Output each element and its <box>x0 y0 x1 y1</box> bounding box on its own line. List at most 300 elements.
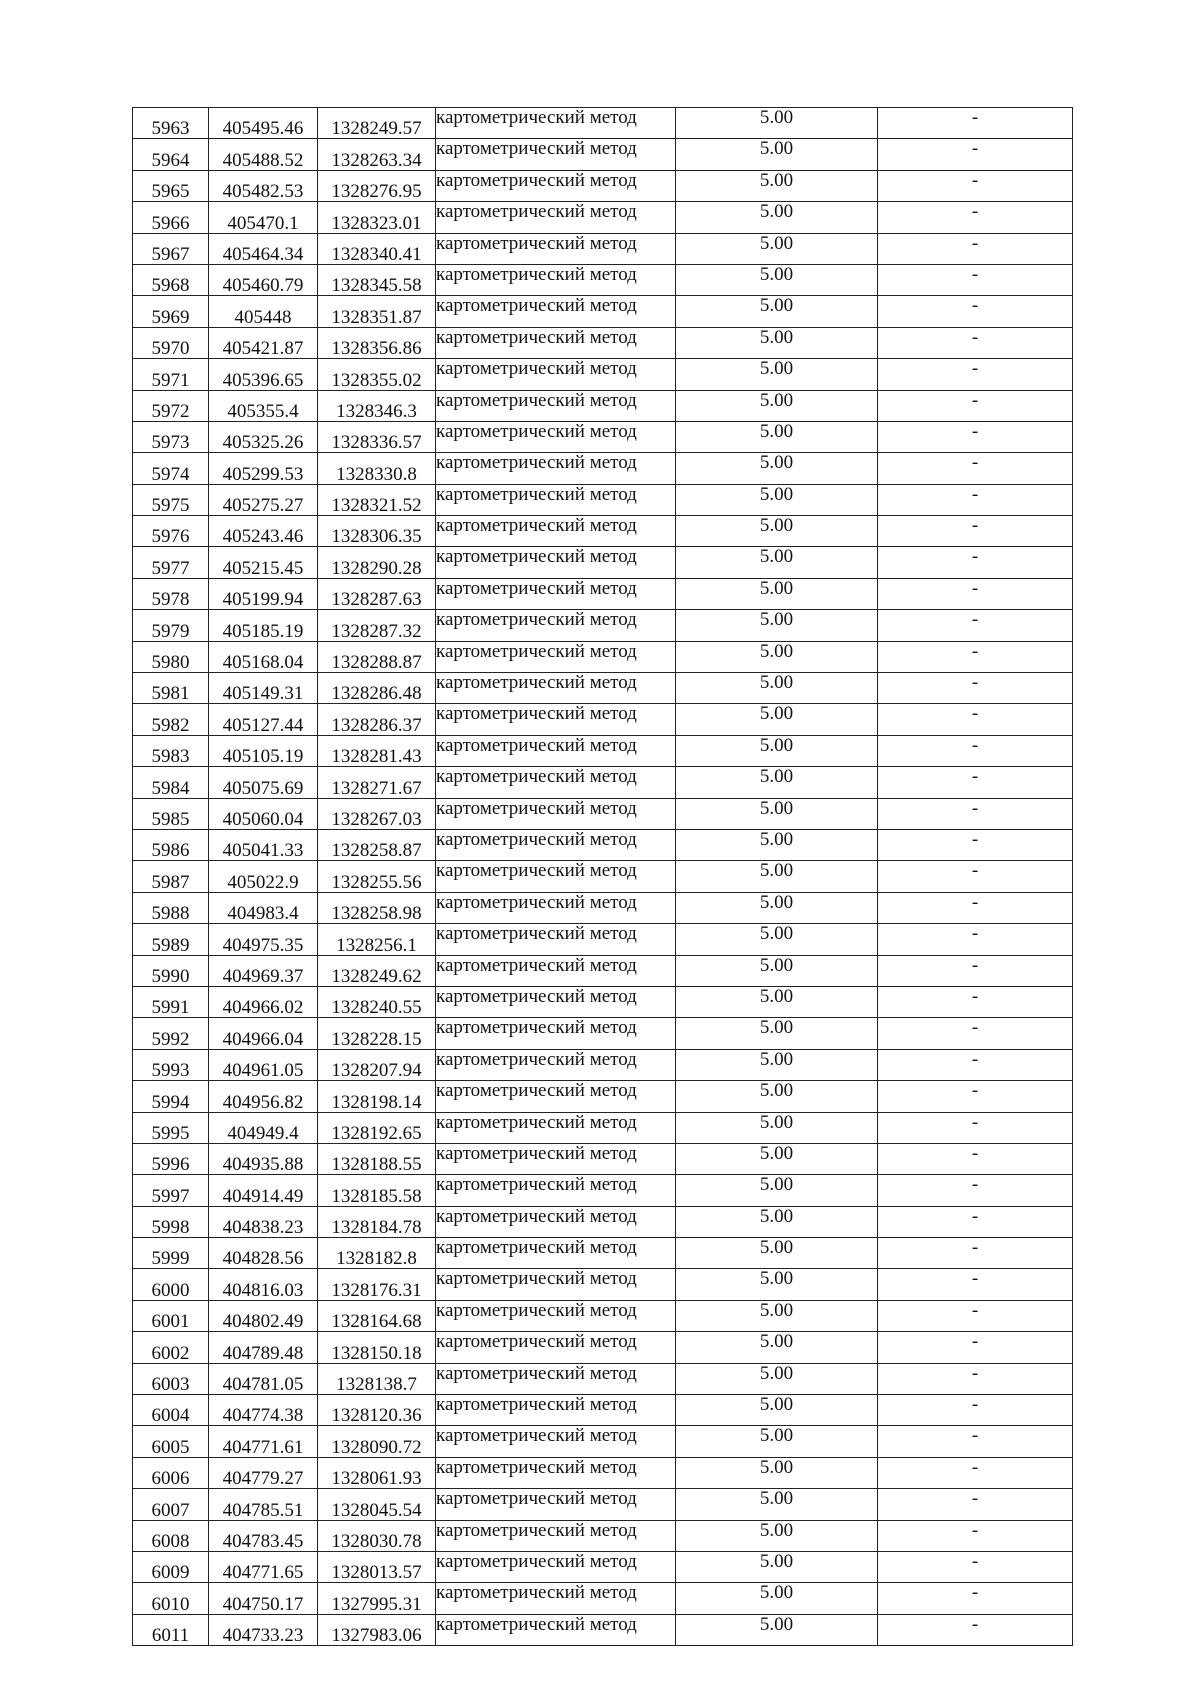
table-row <box>133 829 1073 860</box>
x-coordinate-cell: 405185.19 <box>209 610 318 641</box>
point-number-cell: 5990 <box>133 955 209 986</box>
x-coordinate-cell: 404975.35 <box>209 924 318 955</box>
accuracy-cell: 5.00 <box>676 1143 878 1174</box>
description-cell: - <box>878 170 1073 201</box>
description-cell: - <box>878 892 1073 923</box>
description-cell: - <box>878 1175 1073 1206</box>
table-row <box>133 202 1073 233</box>
method-cell: картометрический метод <box>436 578 676 609</box>
method-cell: картометрический метод <box>436 1520 676 1551</box>
y-coordinate-cell: 1327983.06 <box>318 1614 436 1645</box>
point-number-cell: 6008 <box>133 1520 209 1551</box>
table-row <box>133 1175 1073 1206</box>
description-cell: - <box>878 1520 1073 1551</box>
table-row <box>133 735 1073 766</box>
point-number-cell: 5991 <box>133 986 209 1017</box>
accuracy-cell: 5.00 <box>676 233 878 264</box>
description-cell: - <box>878 1300 1073 1331</box>
point-number-cell: 5989 <box>133 924 209 955</box>
description-cell: - <box>878 1426 1073 1457</box>
accuracy-cell: 5.00 <box>676 139 878 170</box>
accuracy-cell: 5.00 <box>676 861 878 892</box>
description-cell: - <box>878 767 1073 798</box>
description-cell: - <box>878 516 1073 547</box>
method-cell: картометрический метод <box>436 1206 676 1237</box>
method-cell: картометрический метод <box>436 1238 676 1269</box>
table-row <box>133 610 1073 641</box>
y-coordinate-cell: 1328249.57 <box>318 108 436 139</box>
accuracy-cell: 5.00 <box>676 170 878 201</box>
y-coordinate-cell: 1328013.57 <box>318 1551 436 1582</box>
point-number-cell: 5971 <box>133 359 209 390</box>
x-coordinate-cell: 404733.23 <box>209 1614 318 1645</box>
description-cell: - <box>878 296 1073 327</box>
x-coordinate-cell: 405421.87 <box>209 327 318 358</box>
description-cell: - <box>878 641 1073 672</box>
x-coordinate-cell: 405495.46 <box>209 108 318 139</box>
y-coordinate-cell: 1328306.35 <box>318 516 436 547</box>
method-cell: картометрический метод <box>436 610 676 641</box>
table-row <box>133 1551 1073 1582</box>
x-coordinate-cell: 405448 <box>209 296 318 327</box>
point-number-cell: 6007 <box>133 1489 209 1520</box>
x-coordinate-cell: 404966.02 <box>209 986 318 1017</box>
table-row <box>133 1112 1073 1143</box>
table-row <box>133 1520 1073 1551</box>
table-row <box>133 861 1073 892</box>
accuracy-cell: 5.00 <box>676 641 878 672</box>
x-coordinate-cell: 404949.4 <box>209 1112 318 1143</box>
accuracy-cell: 5.00 <box>676 1426 878 1457</box>
point-number-cell: 5970 <box>133 327 209 358</box>
x-coordinate-cell: 405275.27 <box>209 484 318 515</box>
method-cell: картометрический метод <box>436 861 676 892</box>
x-coordinate-cell: 405199.94 <box>209 578 318 609</box>
accuracy-cell: 5.00 <box>676 108 878 139</box>
description-cell: - <box>878 704 1073 735</box>
description-cell: - <box>878 484 1073 515</box>
point-number-cell: 5968 <box>133 264 209 295</box>
description-cell: - <box>878 798 1073 829</box>
description-cell: - <box>878 327 1073 358</box>
accuracy-cell: 5.00 <box>676 202 878 233</box>
method-cell: картометрический метод <box>436 986 676 1017</box>
y-coordinate-cell: 1328290.28 <box>318 547 436 578</box>
accuracy-cell: 5.00 <box>676 1238 878 1269</box>
accuracy-cell: 5.00 <box>676 1175 878 1206</box>
point-number-cell: 5987 <box>133 861 209 892</box>
accuracy-cell: 5.00 <box>676 1206 878 1237</box>
table-row <box>133 1395 1073 1426</box>
y-coordinate-cell: 1328288.87 <box>318 641 436 672</box>
x-coordinate-cell: 404771.65 <box>209 1551 318 1582</box>
accuracy-cell: 5.00 <box>676 1300 878 1331</box>
point-number-cell: 5969 <box>133 296 209 327</box>
y-coordinate-cell: 1328185.58 <box>318 1175 436 1206</box>
method-cell: картометрический метод <box>436 202 676 233</box>
point-number-cell: 6001 <box>133 1300 209 1331</box>
accuracy-cell: 5.00 <box>676 1081 878 1112</box>
table-row <box>133 421 1073 452</box>
method-cell: картометрический метод <box>436 170 676 201</box>
description-cell: - <box>878 233 1073 264</box>
method-cell: картометрический метод <box>436 547 676 578</box>
accuracy-cell: 5.00 <box>676 547 878 578</box>
method-cell: картометрический метод <box>436 1583 676 1614</box>
point-number-cell: 5994 <box>133 1081 209 1112</box>
point-number-cell: 6011 <box>133 1614 209 1645</box>
table-row <box>133 1583 1073 1614</box>
point-number-cell: 5981 <box>133 673 209 704</box>
accuracy-cell: 5.00 <box>676 453 878 484</box>
method-cell: картометрический метод <box>436 1551 676 1582</box>
x-coordinate-cell: 404966.04 <box>209 1018 318 1049</box>
x-coordinate-cell: 405488.52 <box>209 139 318 170</box>
description-cell: - <box>878 1395 1073 1426</box>
method-cell: картометрический метод <box>436 798 676 829</box>
table-row <box>133 1332 1073 1363</box>
y-coordinate-cell: 1328255.56 <box>318 861 436 892</box>
accuracy-cell: 5.00 <box>676 264 878 295</box>
method-cell: картометрический метод <box>436 767 676 798</box>
point-number-cell: 5993 <box>133 1049 209 1080</box>
table-row <box>133 1081 1073 1112</box>
description-cell: - <box>878 1206 1073 1237</box>
x-coordinate-cell: 404789.48 <box>209 1332 318 1363</box>
y-coordinate-cell: 1328030.78 <box>318 1520 436 1551</box>
accuracy-cell: 5.00 <box>676 924 878 955</box>
accuracy-cell: 5.00 <box>676 296 878 327</box>
x-coordinate-cell: 405215.45 <box>209 547 318 578</box>
description-cell: - <box>878 829 1073 860</box>
table-row <box>133 924 1073 955</box>
accuracy-cell: 5.00 <box>676 1049 878 1080</box>
point-number-cell: 6005 <box>133 1426 209 1457</box>
method-cell: картометрический метод <box>436 735 676 766</box>
accuracy-cell: 5.00 <box>676 1520 878 1551</box>
x-coordinate-cell: 405075.69 <box>209 767 318 798</box>
table-row <box>133 1457 1073 1488</box>
table-row <box>133 1614 1073 1645</box>
point-number-cell: 5973 <box>133 421 209 452</box>
description-cell: - <box>878 1269 1073 1300</box>
description-cell: - <box>878 359 1073 390</box>
x-coordinate-cell: 405482.53 <box>209 170 318 201</box>
x-coordinate-cell: 404785.51 <box>209 1489 318 1520</box>
description-cell: - <box>878 1614 1073 1645</box>
accuracy-cell: 5.00 <box>676 955 878 986</box>
description-cell: - <box>878 1081 1073 1112</box>
accuracy-cell: 5.00 <box>676 1583 878 1614</box>
point-number-cell: 5996 <box>133 1143 209 1174</box>
method-cell: картометрический метод <box>436 892 676 923</box>
method-cell: картометрический метод <box>436 1300 676 1331</box>
point-number-cell: 5983 <box>133 735 209 766</box>
description-cell: - <box>878 735 1073 766</box>
accuracy-cell: 5.00 <box>676 610 878 641</box>
y-coordinate-cell: 1328198.14 <box>318 1081 436 1112</box>
accuracy-cell: 5.00 <box>676 1395 878 1426</box>
point-number-cell: 6003 <box>133 1363 209 1394</box>
method-cell: картометрический метод <box>436 704 676 735</box>
x-coordinate-cell: 404750.17 <box>209 1583 318 1614</box>
method-cell: картометрический метод <box>436 327 676 358</box>
point-number-cell: 5998 <box>133 1206 209 1237</box>
method-cell: картометрический метод <box>436 108 676 139</box>
x-coordinate-cell: 405396.65 <box>209 359 318 390</box>
point-number-cell: 5963 <box>133 108 209 139</box>
point-number-cell: 6006 <box>133 1457 209 1488</box>
x-coordinate-cell: 404781.05 <box>209 1363 318 1394</box>
y-coordinate-cell: 1328356.86 <box>318 327 436 358</box>
table-row <box>133 704 1073 735</box>
y-coordinate-cell: 1328355.02 <box>318 359 436 390</box>
point-number-cell: 5975 <box>133 484 209 515</box>
table-row <box>133 1426 1073 1457</box>
accuracy-cell: 5.00 <box>676 1332 878 1363</box>
accuracy-cell: 5.00 <box>676 798 878 829</box>
method-cell: картометрический метод <box>436 924 676 955</box>
point-number-cell: 5967 <box>133 233 209 264</box>
y-coordinate-cell: 1328346.3 <box>318 390 436 421</box>
x-coordinate-cell: 404838.23 <box>209 1206 318 1237</box>
point-number-cell: 6002 <box>133 1332 209 1363</box>
point-number-cell: 5992 <box>133 1018 209 1049</box>
accuracy-cell: 5.00 <box>676 421 878 452</box>
description-cell: - <box>878 1332 1073 1363</box>
point-number-cell: 5997 <box>133 1175 209 1206</box>
description-cell: - <box>878 108 1073 139</box>
method-cell: картометрический метод <box>436 1426 676 1457</box>
table-row <box>133 986 1073 1017</box>
x-coordinate-cell: 404783.45 <box>209 1520 318 1551</box>
table-row <box>133 673 1073 704</box>
point-number-cell: 5988 <box>133 892 209 923</box>
y-coordinate-cell: 1328240.55 <box>318 986 436 1017</box>
x-coordinate-cell: 404983.4 <box>209 892 318 923</box>
description-cell: - <box>878 1489 1073 1520</box>
y-coordinate-cell: 1328090.72 <box>318 1426 436 1457</box>
x-coordinate-cell: 404956.82 <box>209 1081 318 1112</box>
point-number-cell: 6004 <box>133 1395 209 1426</box>
method-cell: картометрический метод <box>436 1395 676 1426</box>
y-coordinate-cell: 1328276.95 <box>318 170 436 201</box>
table-row <box>133 798 1073 829</box>
table-row <box>133 955 1073 986</box>
x-coordinate-cell: 405299.53 <box>209 453 318 484</box>
accuracy-cell: 5.00 <box>676 359 878 390</box>
table-row <box>133 484 1073 515</box>
method-cell: картометрический метод <box>436 1018 676 1049</box>
accuracy-cell: 5.00 <box>676 892 878 923</box>
accuracy-cell: 5.00 <box>676 704 878 735</box>
table-row <box>133 578 1073 609</box>
accuracy-cell: 5.00 <box>676 735 878 766</box>
y-coordinate-cell: 1328164.68 <box>318 1300 436 1331</box>
table-row <box>133 516 1073 547</box>
point-number-cell: 5982 <box>133 704 209 735</box>
table-row <box>133 767 1073 798</box>
y-coordinate-cell: 1328281.43 <box>318 735 436 766</box>
y-coordinate-cell: 1328207.94 <box>318 1049 436 1080</box>
point-number-cell: 5974 <box>133 453 209 484</box>
x-coordinate-cell: 405355.4 <box>209 390 318 421</box>
accuracy-cell: 5.00 <box>676 1112 878 1143</box>
accuracy-cell: 5.00 <box>676 1018 878 1049</box>
point-number-cell: 5999 <box>133 1238 209 1269</box>
method-cell: картометрический метод <box>436 516 676 547</box>
method-cell: картометрический метод <box>436 1143 676 1174</box>
x-coordinate-cell: 405168.04 <box>209 641 318 672</box>
accuracy-cell: 5.00 <box>676 1489 878 1520</box>
point-number-cell: 5977 <box>133 547 209 578</box>
accuracy-cell: 5.00 <box>676 390 878 421</box>
method-cell: картометрический метод <box>436 1112 676 1143</box>
description-cell: - <box>878 547 1073 578</box>
y-coordinate-cell: 1328267.03 <box>318 798 436 829</box>
accuracy-cell: 5.00 <box>676 327 878 358</box>
accuracy-cell: 5.00 <box>676 1614 878 1645</box>
description-cell: - <box>878 578 1073 609</box>
method-cell: картометрический метод <box>436 296 676 327</box>
y-coordinate-cell: 1328188.55 <box>318 1143 436 1174</box>
table-row <box>133 1018 1073 1049</box>
y-coordinate-cell: 1328176.31 <box>318 1269 436 1300</box>
x-coordinate-cell: 404914.49 <box>209 1175 318 1206</box>
y-coordinate-cell: 1328150.18 <box>318 1332 436 1363</box>
accuracy-cell: 5.00 <box>676 829 878 860</box>
method-cell: картометрический метод <box>436 1457 676 1488</box>
method-cell: картометрический метод <box>436 233 676 264</box>
description-cell: - <box>878 861 1073 892</box>
x-coordinate-cell: 404779.27 <box>209 1457 318 1488</box>
coordinates-table-body <box>133 108 1073 1646</box>
point-number-cell: 5978 <box>133 578 209 609</box>
description-cell: - <box>878 264 1073 295</box>
coordinates-table <box>132 107 1073 1646</box>
method-cell: картометрический метод <box>436 421 676 452</box>
accuracy-cell: 5.00 <box>676 1269 878 1300</box>
point-number-cell: 5966 <box>133 202 209 233</box>
y-coordinate-cell: 1328287.32 <box>318 610 436 641</box>
method-cell: картометрический метод <box>436 1332 676 1363</box>
description-cell: - <box>878 1457 1073 1488</box>
y-coordinate-cell: 1328345.58 <box>318 264 436 295</box>
table-row <box>133 1206 1073 1237</box>
description-cell: - <box>878 924 1073 955</box>
description-cell: - <box>878 1238 1073 1269</box>
x-coordinate-cell: 404969.37 <box>209 955 318 986</box>
description-cell: - <box>878 673 1073 704</box>
y-coordinate-cell: 1328045.54 <box>318 1489 436 1520</box>
method-cell: картометрический метод <box>436 390 676 421</box>
point-number-cell: 5972 <box>133 390 209 421</box>
table-row <box>133 108 1073 139</box>
point-number-cell: 6010 <box>133 1583 209 1614</box>
description-cell: - <box>878 453 1073 484</box>
point-number-cell: 5985 <box>133 798 209 829</box>
x-coordinate-cell: 405022.9 <box>209 861 318 892</box>
description-cell: - <box>878 139 1073 170</box>
y-coordinate-cell: 1328192.65 <box>318 1112 436 1143</box>
table-row <box>133 139 1073 170</box>
table-row <box>133 641 1073 672</box>
table-row <box>133 1238 1073 1269</box>
method-cell: картометрический метод <box>436 1363 676 1394</box>
point-number-cell: 6000 <box>133 1269 209 1300</box>
table-row <box>133 327 1073 358</box>
method-cell: картометрический метод <box>436 453 676 484</box>
y-coordinate-cell: 1328120.36 <box>318 1395 436 1426</box>
y-coordinate-cell: 1328340.41 <box>318 233 436 264</box>
x-coordinate-cell: 404771.61 <box>209 1426 318 1457</box>
table-row <box>133 390 1073 421</box>
table-row <box>133 547 1073 578</box>
point-number-cell: 5979 <box>133 610 209 641</box>
table-row <box>133 170 1073 201</box>
x-coordinate-cell: 405127.44 <box>209 704 318 735</box>
y-coordinate-cell: 1328336.57 <box>318 421 436 452</box>
x-coordinate-cell: 404802.49 <box>209 1300 318 1331</box>
x-coordinate-cell: 404816.03 <box>209 1269 318 1300</box>
point-number-cell: 5984 <box>133 767 209 798</box>
description-cell: - <box>878 1363 1073 1394</box>
x-coordinate-cell: 405243.46 <box>209 516 318 547</box>
point-number-cell: 5965 <box>133 170 209 201</box>
accuracy-cell: 5.00 <box>676 1457 878 1488</box>
x-coordinate-cell: 405060.04 <box>209 798 318 829</box>
description-cell: - <box>878 1112 1073 1143</box>
y-coordinate-cell: 1328258.87 <box>318 829 436 860</box>
y-coordinate-cell: 1328287.63 <box>318 578 436 609</box>
x-coordinate-cell: 404774.38 <box>209 1395 318 1426</box>
method-cell: картометрический метод <box>436 1269 676 1300</box>
accuracy-cell: 5.00 <box>676 767 878 798</box>
table-row <box>133 233 1073 264</box>
x-coordinate-cell: 405460.79 <box>209 264 318 295</box>
y-coordinate-cell: 1328184.78 <box>318 1206 436 1237</box>
y-coordinate-cell: 1328286.37 <box>318 704 436 735</box>
description-cell: - <box>878 1018 1073 1049</box>
description-cell: - <box>878 955 1073 986</box>
x-coordinate-cell: 405041.33 <box>209 829 318 860</box>
table-row <box>133 1049 1073 1080</box>
y-coordinate-cell: 1328271.67 <box>318 767 436 798</box>
y-coordinate-cell: 1328061.93 <box>318 1457 436 1488</box>
y-coordinate-cell: 1328182.8 <box>318 1238 436 1269</box>
description-cell: - <box>878 1143 1073 1174</box>
y-coordinate-cell: 1327995.31 <box>318 1583 436 1614</box>
method-cell: картометрический метод <box>436 955 676 986</box>
x-coordinate-cell: 405464.34 <box>209 233 318 264</box>
point-number-cell: 5995 <box>133 1112 209 1143</box>
point-number-cell: 5980 <box>133 641 209 672</box>
y-coordinate-cell: 1328323.01 <box>318 202 436 233</box>
description-cell: - <box>878 1551 1073 1582</box>
table-row <box>133 264 1073 295</box>
description-cell: - <box>878 202 1073 233</box>
x-coordinate-cell: 405470.1 <box>209 202 318 233</box>
accuracy-cell: 5.00 <box>676 578 878 609</box>
accuracy-cell: 5.00 <box>676 484 878 515</box>
description-cell: - <box>878 1049 1073 1080</box>
y-coordinate-cell: 1328138.7 <box>318 1363 436 1394</box>
point-number-cell: 5976 <box>133 516 209 547</box>
table-row <box>133 453 1073 484</box>
method-cell: картометрический метод <box>436 1489 676 1520</box>
y-coordinate-cell: 1328263.34 <box>318 139 436 170</box>
description-cell: - <box>878 610 1073 641</box>
